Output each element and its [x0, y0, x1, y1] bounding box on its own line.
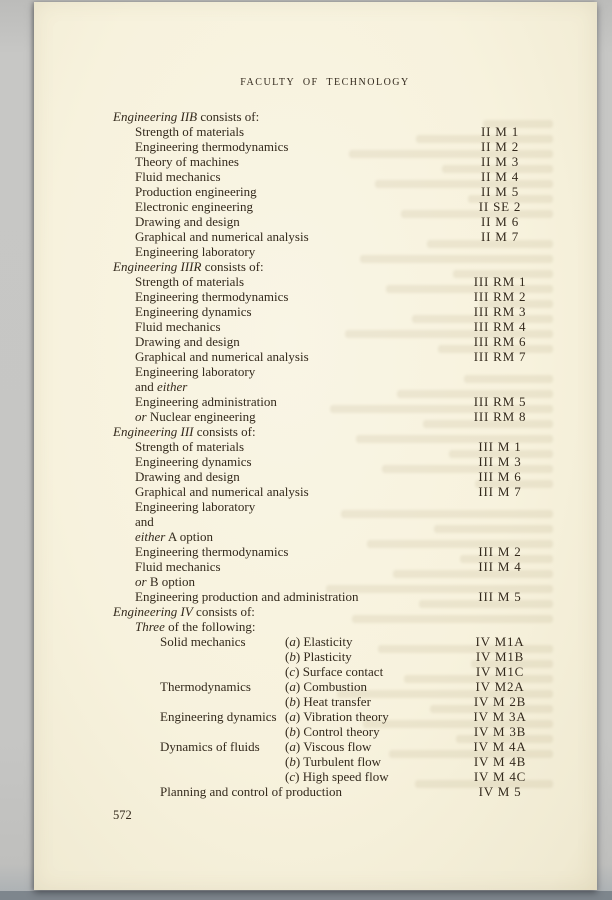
course-option-label: (b) Heat transfer [285, 694, 371, 709]
course-label: Fluid mechanics [135, 169, 221, 184]
course-label: and [135, 514, 154, 529]
course-option-label: (b) Plasticity [285, 649, 352, 664]
course-label: Planning and control of production [160, 784, 342, 799]
section-heading [113, 109, 565, 124]
section-heading [113, 424, 565, 439]
page-number: 572 [113, 808, 132, 822]
course-code: III RM 6 [473, 334, 527, 349]
course-code: III M 3 [478, 454, 522, 469]
course-label: or Nuclear engineering [135, 409, 256, 424]
book-page [34, 2, 597, 890]
course-group-label: Engineering dynamics [160, 709, 277, 724]
course-row [113, 334, 565, 349]
course-label: Engineering administration [135, 394, 277, 409]
course-code: III M 5 [478, 589, 522, 604]
course-code: III RM 2 [473, 289, 527, 304]
course-code: IV M1A [475, 634, 525, 649]
course-code: II M 2 [480, 139, 520, 154]
course-code: III M 4 [478, 559, 522, 574]
course-row [113, 379, 565, 394]
course-code: IV M 3B [473, 724, 527, 739]
section-heading-label: Engineering IIB consists of: [113, 109, 260, 124]
course-label: Electronic engineering [135, 199, 254, 214]
course-option-label: (c) Surface contact [285, 664, 384, 679]
course-row [113, 439, 565, 454]
course-label: Engineering laboratory [135, 499, 256, 514]
course-option-label: (a) Combustion [285, 679, 367, 694]
course-list [113, 109, 565, 799]
course-row [113, 739, 565, 754]
course-row [113, 769, 565, 784]
course-row [113, 469, 565, 484]
course-label: Fluid mechanics [135, 559, 221, 574]
course-label: Production engineering [135, 184, 257, 199]
course-label: Graphical and numerical analysis [135, 484, 309, 499]
course-label: either A option [135, 529, 214, 544]
course-row [113, 184, 565, 199]
course-row [113, 304, 565, 319]
section-heading-label: Engineering IIIR consists of: [113, 259, 264, 274]
course-code: III RM 3 [473, 304, 527, 319]
course-label: Engineering production and administration [135, 589, 359, 604]
course-label: Three of the following: [135, 619, 256, 634]
course-label: Drawing and design [135, 334, 240, 349]
course-row [113, 724, 565, 739]
course-label: Engineering thermodynamics [135, 544, 289, 559]
section-heading [113, 604, 565, 619]
course-code: IV M1C [475, 664, 525, 679]
course-label: Graphical and numerical analysis [135, 349, 309, 364]
course-row [113, 589, 565, 604]
course-code: IV M 2B [473, 694, 527, 709]
course-row [113, 229, 565, 244]
course-label: Fluid mechanics [135, 319, 221, 334]
course-row [113, 514, 565, 529]
course-code: II SE 2 [478, 199, 522, 214]
course-option-label: (c) High speed flow [285, 769, 389, 784]
course-label: Strength of materials [135, 439, 245, 454]
course-row [113, 349, 565, 364]
course-row [113, 544, 565, 559]
course-label: Drawing and design [135, 214, 240, 229]
course-code: II M 4 [480, 169, 520, 184]
course-label: Engineering laboratory [135, 364, 256, 379]
course-code: III RM 1 [473, 274, 527, 289]
course-option-label: (a) Vibration theory [285, 709, 389, 724]
course-code: IV M 4C [473, 769, 527, 784]
course-code: III M 7 [478, 484, 522, 499]
course-option-label: (a) Elasticity [285, 634, 353, 649]
course-code: II M 1 [480, 124, 520, 139]
scanner-bed-shadow [0, 891, 612, 900]
course-code: III RM 8 [473, 409, 527, 424]
course-option-label: (a) Viscous flow [285, 739, 372, 754]
course-row [113, 139, 565, 154]
course-code: IV M 3A [473, 709, 527, 724]
course-label: Drawing and design [135, 469, 240, 484]
course-code: IV M 4A [473, 739, 527, 754]
course-row [113, 694, 565, 709]
course-row [113, 409, 565, 424]
course-code: III RM 5 [473, 394, 527, 409]
course-label: Engineering thermodynamics [135, 139, 289, 154]
course-row [113, 559, 565, 574]
course-label: and either [135, 379, 188, 394]
course-row [113, 754, 565, 769]
course-group-label: Dynamics of fluids [160, 739, 260, 754]
course-row [113, 214, 565, 229]
course-row [113, 499, 565, 514]
course-row [113, 679, 565, 694]
course-row [113, 484, 565, 499]
course-row [113, 664, 565, 679]
section-heading [113, 259, 565, 274]
course-row [113, 709, 565, 724]
course-row [113, 319, 565, 334]
course-row [113, 784, 565, 799]
course-row [113, 574, 565, 589]
course-code: III M 2 [478, 544, 522, 559]
course-option-label: (b) Turbulent flow [285, 754, 382, 769]
course-label: Engineering dynamics [135, 304, 252, 319]
course-row [113, 154, 565, 169]
course-row [113, 619, 565, 634]
course-group-label: Solid mechanics [160, 634, 246, 649]
course-code: III M 1 [478, 439, 522, 454]
course-code: II M 6 [480, 214, 520, 229]
course-row [113, 244, 565, 259]
course-label: Graphical and numerical analysis [135, 229, 309, 244]
course-label: Engineering dynamics [135, 454, 252, 469]
course-code: IV M 5 [478, 784, 522, 799]
section-heading-label: Engineering III consists of: [113, 424, 256, 439]
running-head: FACULTY OF TECHNOLOGY [240, 77, 410, 88]
course-row [113, 364, 565, 379]
course-row [113, 394, 565, 409]
course-label: or B option [135, 574, 195, 589]
course-code: II M 5 [480, 184, 520, 199]
course-row [113, 454, 565, 469]
course-label: Engineering thermodynamics [135, 289, 289, 304]
course-label: Engineering laboratory [135, 244, 256, 259]
course-label: Strength of materials [135, 124, 245, 139]
course-row [113, 124, 565, 139]
course-row [113, 634, 565, 649]
course-code: IV M 4B [473, 754, 527, 769]
course-row [113, 649, 565, 664]
course-code: II M 3 [480, 154, 520, 169]
course-row [113, 529, 565, 544]
course-code: IV M2A [475, 679, 525, 694]
course-code: II M 7 [480, 229, 520, 244]
course-row [113, 199, 565, 214]
section-heading-label: Engineering IV consists of: [113, 604, 255, 619]
course-option-label: (b) Control theory [285, 724, 380, 739]
course-code: III RM 7 [473, 349, 527, 364]
course-group-label: Thermodynamics [160, 679, 251, 694]
course-code: III M 6 [478, 469, 522, 484]
course-row [113, 274, 565, 289]
course-label: Strength of materials [135, 274, 245, 289]
course-row [113, 169, 565, 184]
course-code: III RM 4 [473, 319, 527, 334]
course-label: Theory of machines [135, 154, 239, 169]
course-code: IV M1B [475, 649, 525, 664]
course-row [113, 289, 565, 304]
